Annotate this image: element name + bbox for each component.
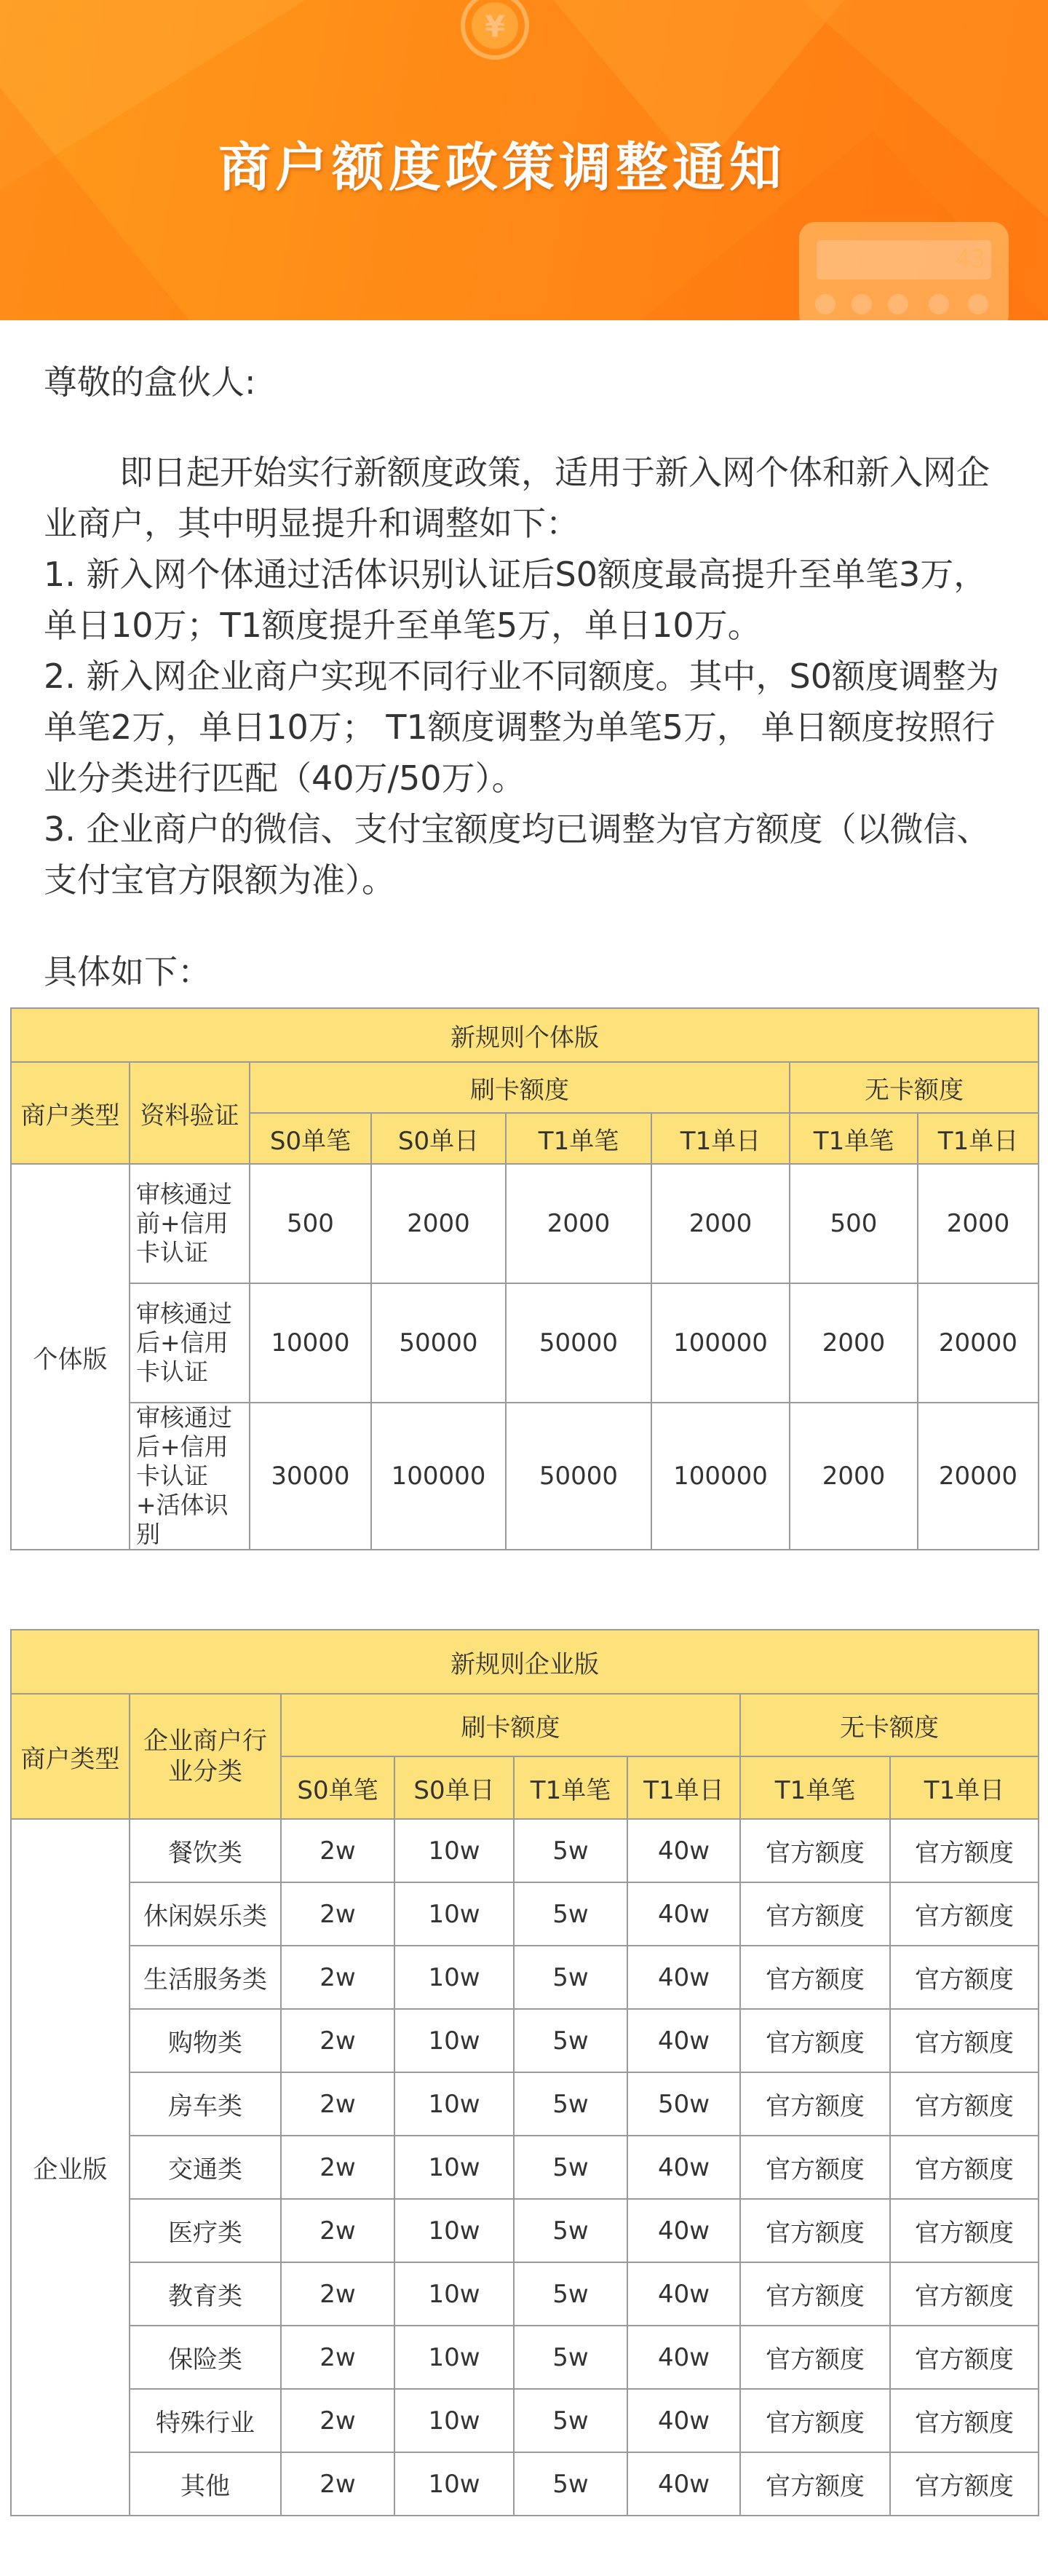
table-row — [11, 2262, 1039, 2326]
personal-rules-table — [10, 1007, 1039, 1550]
value-cell: 40w — [627, 2389, 740, 2452]
value-cell: 2w — [281, 2136, 394, 2199]
value-cell: 5w — [514, 1819, 627, 1882]
value-cell: 50000 — [371, 1283, 506, 1403]
header-s0-single: S0单笔 — [250, 1113, 371, 1164]
value-cell: 20000 — [918, 1403, 1039, 1550]
value-cell: 官方额度 — [740, 2136, 890, 2199]
header-verification: 资料验证 — [130, 1062, 250, 1164]
notice-body — [44, 357, 1012, 997]
verify-cell: 审核通过后+信用卡认证+活体识别 — [130, 1403, 250, 1550]
industry-cell: 餐饮类 — [130, 1819, 281, 1882]
point-3: 3. 企业商户的微信、支付宝额度均已调整为官方额度（以微信、支付宝官方限额为准）。 — [44, 809, 991, 900]
table-row — [11, 1283, 1039, 1403]
value-cell: 官方额度 — [890, 1882, 1039, 1946]
value-cell: 2000 — [506, 1164, 651, 1283]
industry-cell: 购物类 — [130, 2009, 281, 2072]
table-row — [11, 2136, 1039, 2199]
header-merchant-type: 商户类型 — [11, 1694, 130, 1819]
value-cell: 50000 — [506, 1283, 651, 1403]
header-t1-daily: T1单日 — [651, 1113, 790, 1164]
value-cell: 2w — [281, 2072, 394, 2136]
value-cell: 2w — [281, 1882, 394, 1946]
header-nocard-quota: 无卡额度 — [740, 1694, 1039, 1756]
table-row — [11, 1819, 1039, 1882]
greeting: 尊敬的盒伙人: — [44, 362, 256, 402]
industry-cell: 特殊行业 — [130, 2389, 281, 2452]
verify-cell: 审核通过前+信用卡认证 — [130, 1164, 250, 1283]
value-cell: 2w — [281, 2452, 394, 2516]
value-cell: 2w — [281, 2009, 394, 2072]
industry-cell: 教育类 — [130, 2262, 281, 2326]
header-s0-daily: S0单日 — [371, 1113, 506, 1164]
value-cell: 100000 — [371, 1403, 506, 1550]
header-t1-single: T1单笔 — [506, 1113, 651, 1164]
value-cell: 100000 — [651, 1403, 790, 1550]
table-row — [11, 2326, 1039, 2389]
value-cell: 2w — [281, 1819, 394, 1882]
value-cell: 10w — [394, 1819, 514, 1882]
value-cell: 2w — [281, 2326, 394, 2389]
calculator-display: 43 — [956, 245, 985, 274]
table-row — [11, 1946, 1039, 2009]
value-cell: 5w — [514, 2009, 627, 2072]
value-cell: 5w — [514, 2452, 627, 2516]
value-cell: 官方额度 — [740, 2389, 890, 2452]
value-cell: 官方额度 — [890, 2072, 1039, 2136]
value-cell: 40w — [627, 1819, 740, 1882]
industry-cell: 生活服务类 — [130, 1946, 281, 2009]
value-cell: 官方额度 — [740, 2262, 890, 2326]
header-nocard-t1-daily: T1单日 — [918, 1113, 1039, 1164]
value-cell: 2000 — [651, 1164, 790, 1283]
value-cell: 2000 — [790, 1283, 918, 1403]
page-title: 商户额度政策调整通知 — [218, 137, 786, 198]
table-title: 新规则企业版 — [11, 1630, 1039, 1694]
value-cell: 官方额度 — [890, 2389, 1039, 2452]
industry-cell: 交通类 — [130, 2136, 281, 2199]
value-cell: 官方额度 — [740, 2009, 890, 2072]
header-merchant-type: 商户类型 — [11, 1062, 130, 1164]
header-card-quota: 刷卡额度 — [250, 1062, 790, 1113]
value-cell: 2w — [281, 2199, 394, 2262]
value-cell: 官方额度 — [740, 2199, 890, 2262]
value-cell: 2000 — [371, 1164, 506, 1283]
value-cell: 10w — [394, 2136, 514, 2199]
value-cell: 40w — [627, 1882, 740, 1946]
value-cell: 5w — [514, 2072, 627, 2136]
header-s0-daily: S0单日 — [394, 1756, 514, 1819]
value-cell: 官方额度 — [740, 1819, 890, 1882]
value-cell: 官方额度 — [740, 1882, 890, 1946]
point-1: 1. 新入网个体通过活体识别认证后S0额度最高提升至单笔3万，单日10万；T1额度提升至单笔5万，单日10万。 — [44, 555, 988, 645]
header-nocard-t1-single: T1单笔 — [790, 1113, 918, 1164]
industry-cell: 房车类 — [130, 2072, 281, 2136]
value-cell: 10w — [394, 1946, 514, 2009]
value-cell: 官方额度 — [890, 2009, 1039, 2072]
industry-cell: 医疗类 — [130, 2199, 281, 2262]
value-cell: 40w — [627, 2199, 740, 2262]
merchant-type-cell: 个体版 — [11, 1164, 130, 1550]
value-cell: 500 — [250, 1164, 371, 1283]
header-banner — [0, 0, 1048, 320]
merchant-type-cell: 企业版 — [11, 1819, 130, 2516]
table-row — [11, 2389, 1039, 2452]
header-card-quota: 刷卡额度 — [281, 1694, 740, 1756]
value-cell: 10w — [394, 2072, 514, 2136]
value-cell: 10w — [394, 2009, 514, 2072]
table-title: 新规则个体版 — [11, 1008, 1039, 1062]
value-cell: 2000 — [790, 1403, 918, 1550]
value-cell: 2w — [281, 1946, 394, 2009]
value-cell: 2w — [281, 2389, 394, 2452]
value-cell: 2w — [281, 2262, 394, 2326]
value-cell: 40w — [627, 2262, 740, 2326]
value-cell: 10000 — [250, 1283, 371, 1403]
value-cell: 官方额度 — [740, 1946, 890, 2009]
point-2: 2. 新入网企业商户实现不同行业不同额度。其中，S0额度调整为单笔2万，单日10万； T1额度调整为单笔5万， 单日额度按照行业分类进行匹配（40万/50万）。 — [44, 657, 999, 798]
table-row — [11, 2199, 1039, 2262]
table-row — [11, 1403, 1039, 1550]
value-cell: 5w — [514, 1946, 627, 2009]
value-cell: 官方额度 — [890, 1819, 1039, 1882]
value-cell: 40w — [627, 2326, 740, 2389]
value-cell: 40w — [627, 1946, 740, 2009]
value-cell: 5w — [514, 2389, 627, 2452]
value-cell: 官方额度 — [890, 2452, 1039, 2516]
value-cell: 10w — [394, 1882, 514, 1946]
value-cell: 10w — [394, 2326, 514, 2389]
lead-paragraph: 即日起开始实行新额度政策，适用于新入网个体和新入网企业商户，其中明显提升和调整如下： — [44, 453, 990, 543]
value-cell: 官方额度 — [890, 1946, 1039, 2009]
industry-cell: 休闲娱乐类 — [130, 1882, 281, 1946]
header-t1-daily: T1单日 — [627, 1756, 740, 1819]
table-row — [11, 2452, 1039, 2516]
value-cell: 100000 — [651, 1283, 790, 1403]
value-cell: 官方额度 — [890, 2326, 1039, 2389]
table-row — [11, 1882, 1039, 1946]
table-row — [11, 1164, 1039, 1283]
value-cell: 10w — [394, 2452, 514, 2516]
value-cell: 2000 — [918, 1164, 1039, 1283]
value-cell: 官方额度 — [740, 2326, 890, 2389]
enterprise-rules-table — [10, 1629, 1039, 2516]
svg-text:¥: ¥ — [485, 10, 505, 44]
table-row — [11, 2009, 1039, 2072]
value-cell: 10w — [394, 2262, 514, 2326]
header-nocard-quota: 无卡额度 — [790, 1062, 1039, 1113]
header-nocard-t1-daily: T1单日 — [890, 1756, 1039, 1819]
coin-icon — [463, 0, 527, 58]
header-s0-single: S0单笔 — [281, 1756, 394, 1819]
value-cell: 5w — [514, 2136, 627, 2199]
value-cell: 5w — [514, 2326, 627, 2389]
value-cell: 40w — [627, 2452, 740, 2516]
header-industry: 企业商户行业分类 — [130, 1694, 281, 1819]
value-cell: 5w — [514, 1882, 627, 1946]
value-cell: 40w — [627, 2009, 740, 2072]
value-cell: 5w — [514, 2262, 627, 2326]
value-cell: 500 — [790, 1164, 918, 1283]
industry-cell: 其他 — [130, 2452, 281, 2516]
value-cell: 官方额度 — [890, 2136, 1039, 2199]
table-row — [11, 2072, 1039, 2136]
value-cell: 官方额度 — [890, 2199, 1039, 2262]
detail-label: 具体如下： — [44, 952, 211, 991]
value-cell: 官方额度 — [740, 2072, 890, 2136]
value-cell: 50000 — [506, 1403, 651, 1550]
verify-cell: 审核通过后+信用卡认证 — [130, 1283, 250, 1403]
value-cell: 20000 — [918, 1283, 1039, 1403]
enterprise-rows — [11, 1819, 1039, 2516]
value-cell: 10w — [394, 2389, 514, 2452]
industry-cell: 保险类 — [130, 2326, 281, 2389]
value-cell: 40w — [627, 2136, 740, 2199]
value-cell: 官方额度 — [740, 2452, 890, 2516]
value-cell: 50w — [627, 2072, 740, 2136]
value-cell: 官方额度 — [890, 2262, 1039, 2326]
header-t1-single: T1单笔 — [514, 1756, 627, 1819]
value-cell: 5w — [514, 2199, 627, 2262]
value-cell: 10w — [394, 2199, 514, 2262]
header-nocard-t1-single: T1单笔 — [740, 1756, 890, 1819]
value-cell: 30000 — [250, 1403, 371, 1550]
